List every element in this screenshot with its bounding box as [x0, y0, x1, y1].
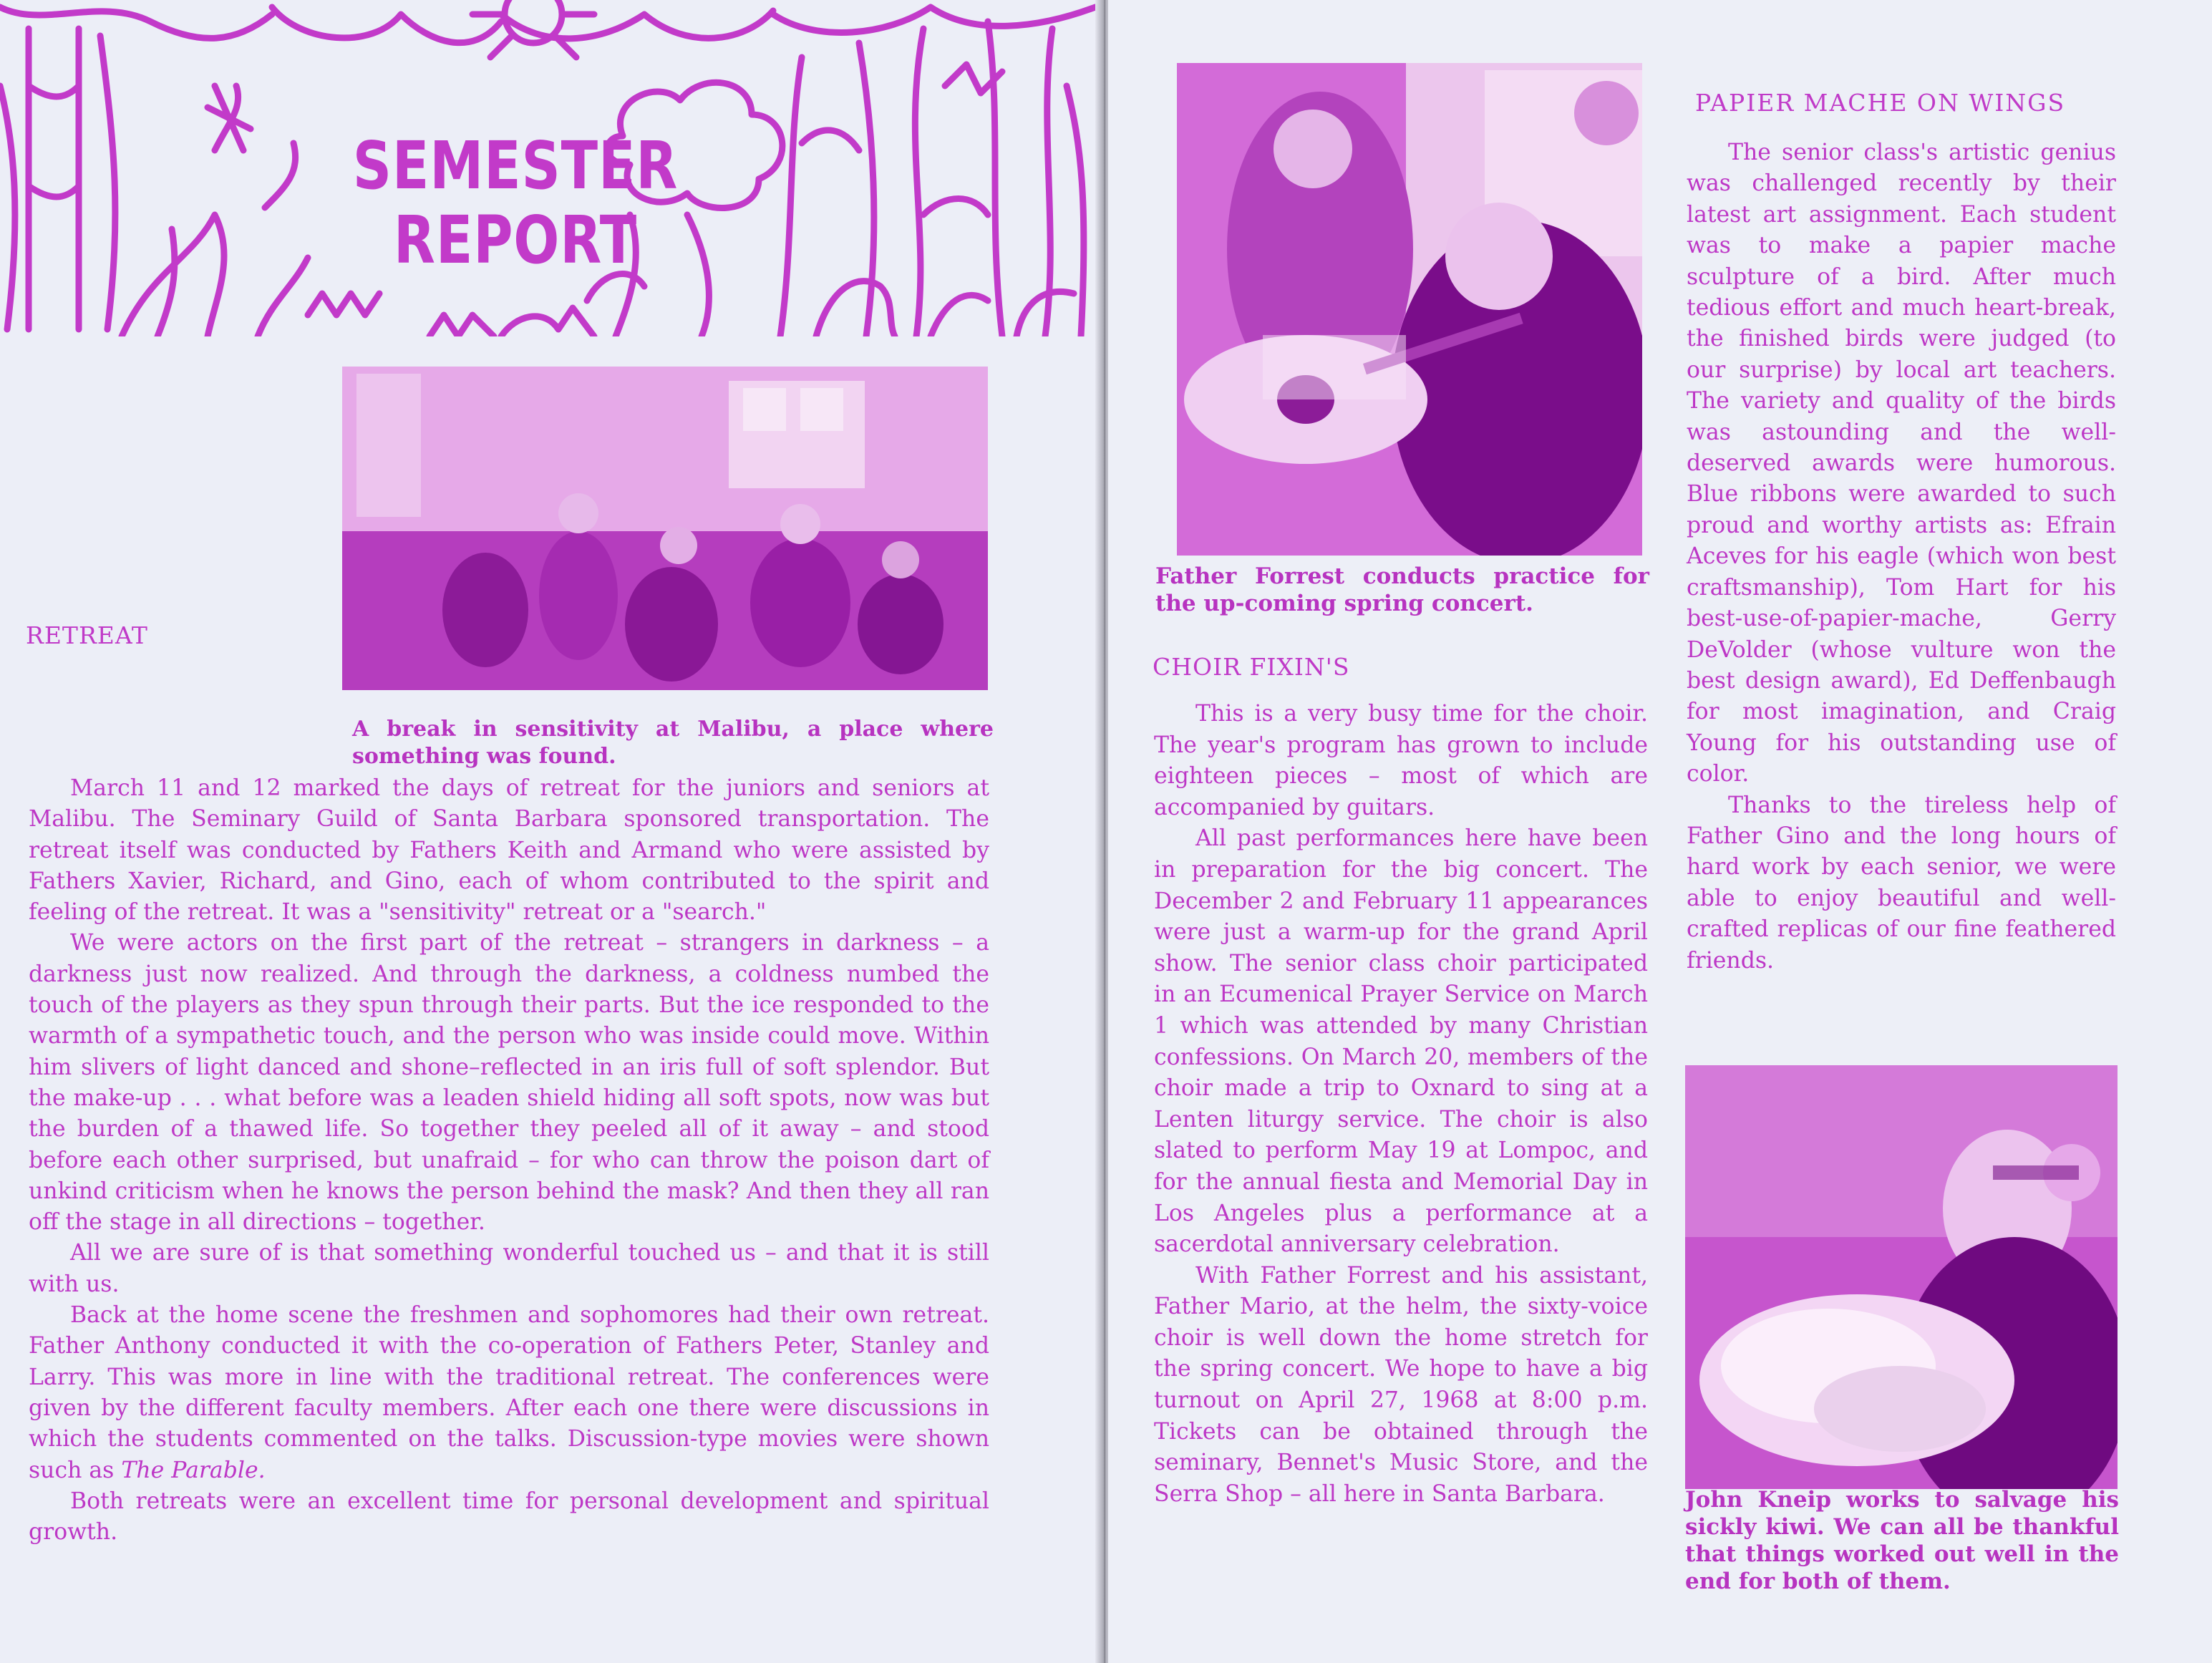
right-page [1108, 0, 2212, 1663]
papier-mache-paragraph-2: Thanks to the tireless help of Father Gino and the long hours of hard work by each senior, we were able to enjoy beautiful and well-crafted replicas of our fine feathered friends. [1687, 792, 2116, 974]
choir-paragraph-1: This is a very busy time for the choir. The year's program has grown to include eighteen pieces – most of which are accompanied by guitars. [1154, 701, 1648, 820]
kiwi-photo [1685, 1065, 2118, 1489]
retreat-paragraph-2: We were actors on the first part of the retreat – strangers in darkness – a darkness just now realized. And through the darkness, a coldness numbed the touch of the players as they spun through their parts. But the ice responded to the warmth of a sympathetic touch, and the person who was inside could move. Within him slivers of light danced and shone–reflected in an iris full of soft splendor. But the make-up . . . what before was a leaden shield hiding all soft spots, now was but the burden of a thawed life. So together they peeled all of it away – and stood before each other surprised, but unafraid – for who can throw the poison dart of unkind criticism when he knows the person behind the mask? And then they all ran off the stage in all directions – together. [29, 930, 989, 1236]
retreat-photo-caption: A break in sensitivity at Malibu, a place where something was found. [352, 717, 994, 769]
title-line-1: SEMESTER [352, 127, 679, 204]
papier-mache-article [1687, 137, 2116, 976]
retreat-paragraph-4 [29, 1300, 989, 1486]
retreat-photo [342, 367, 988, 690]
retreat-paragraph-3: All we are sure of is that something wonderful touched us – and that it is still with us. [29, 1240, 989, 1297]
papier-mache-heading: PAPIER MACHE ON WINGS [1695, 89, 2066, 117]
movie-title: The Parable. [121, 1457, 266, 1483]
choir-photo [1177, 63, 1642, 556]
choir-paragraph-2: All past performances here have been in preparation for the big concert. The December 2 and February 11 appearances were just a warm-up for the grand April show. The senior class choir participated in an Ecumenical Prayer Service on March 1 which was attended by many Christian confessions. On March 20, members of the choir made a trip to Oxnard to sing at a Lenten liturgy service. The choir is also slated to perform May 19 at Lompoc, and for the annual fiesta and Memorial Day in Los Angeles plus a performance at a sacerdotal anniversary celebration. [1154, 825, 1648, 1258]
title-line-2: REPORT [393, 202, 638, 278]
choir-heading: CHOIR FIXIN'S [1153, 653, 1350, 681]
retreat-paragraph-5: Both retreats were an excellent time for personal development and spiritual growth. [29, 1488, 989, 1546]
kiwi-photo-caption: John Kneip works to salvage his sickly kiwi. We can all be thankful that things worked out well in the end for both of them. [1685, 1487, 2119, 1594]
papier-mache-paragraph-1: The senior class's artistic genius was challenged recently by their latest art assignment. Each student was to make a papier mache sculpture of a bird. After much tedious effort and much heart-break, the finished birds were judged (to our surprise) by local art teachers. The variety and quality of the birds was astounding and the well-deserved awards were humorous. Blue ribbons were awarded to such proud and worthy artists as: Efrain Aceves for his eagle (which won best craftsmanship), Tom Hart for his best-use-of-papier-mache, Gerry DeVolder (whose vulture won the best design award), Ed Deffenbaugh for most imagination, and Craig Young for his outstanding use of color. [1687, 140, 2116, 787]
choir-article [1154, 699, 1648, 1510]
retreat-heading: RETREAT [26, 621, 148, 649]
retreat-paragraph-4-text: Back at the home scene the freshmen and sophomores had their own retreat. Father Anthony conducted it with the co-operation of Fathers Peter, Stanley and Larry. This was more in line with the traditional retreat. The conferences were given by the different faculty members. After each one there were discussions in which the students commented on the talks. Discussion-type movies were shown such as [29, 1302, 989, 1483]
page-title [339, 129, 692, 278]
choir-photo-caption: Father Forrest conducts practice for the up-coming spring concert. [1155, 563, 1649, 616]
choir-paragraph-3: With Father Forrest and his assistant, Father Mario, at the helm, the sixty-voice choir is well down the home stretch for the spring concert. We hope to have a big turnout on April 27, 1968 at 8:00 p.m. Tickets can be obtained through the seminary, Bennet's Music Store, and the Serra Shop – all here in Santa Barbara. [1154, 1262, 1648, 1507]
left-page [0, 0, 1102, 1663]
retreat-paragraph-1: March 11 and 12 marked the days of retreat for the juniors and seniors at Malibu. The Seminary Guild of Santa Barbara sponsored transportation. The retreat itself was conducted by Fathers Keith and Armand who were assisted by Fathers Xavier, Richard, and Gino, each of whom contributed to the spirit and feeling of the retreat. It was a "sensitivity" retreat or a "search." [29, 775, 989, 926]
retreat-article [29, 773, 989, 1548]
